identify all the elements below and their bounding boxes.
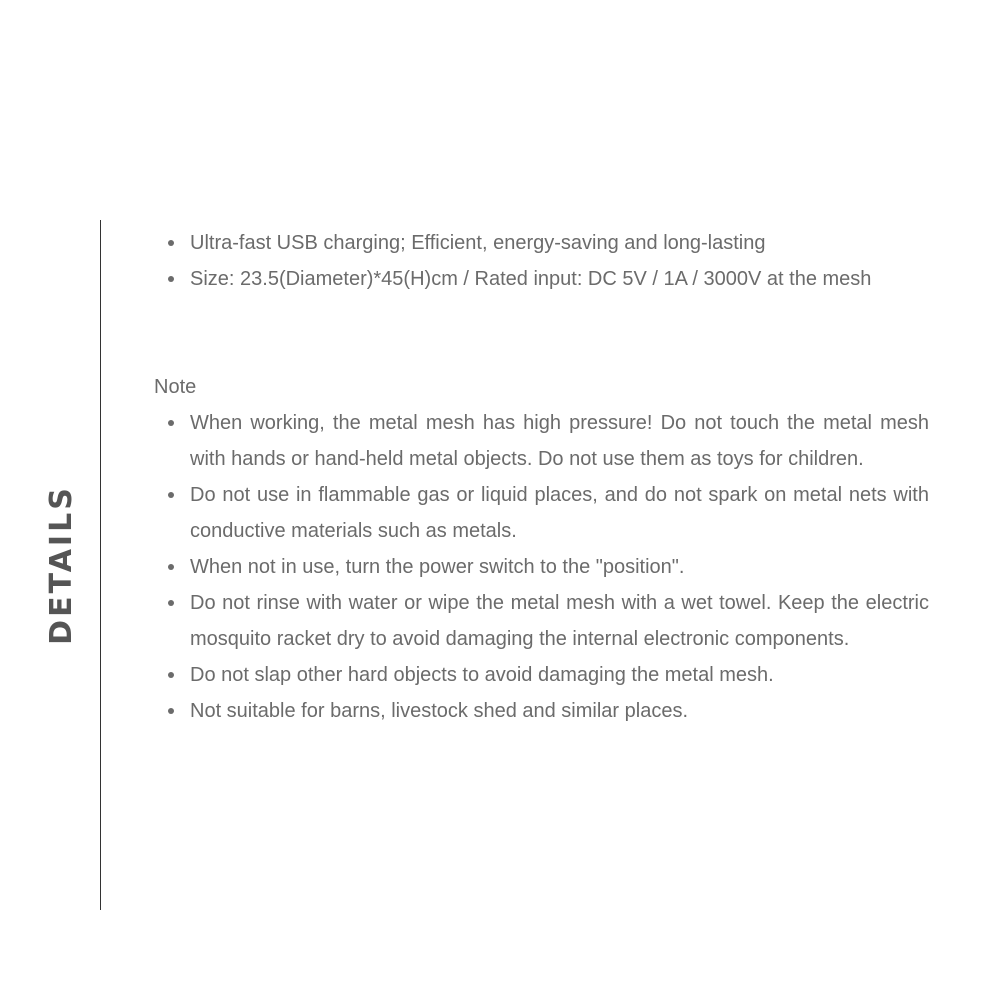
note-item: Do not slap other hard objects to avoid damaging the metal mesh. [154,657,929,693]
feature-list [154,225,929,297]
details-content [154,225,929,729]
note-item: When not in use, turn the power switch to the "position". [154,549,929,585]
feature-item: Size: 23.5(Diameter)*45(H)cm / Rated input: DC 5V / 1A / 3000V at the mesh [154,261,929,297]
note-heading: Note [154,376,197,398]
section-spacer [154,297,929,369]
note-item: Do not use in flammable gas or liquid places, and do not spark on metal nets with conductive materials such as metals. [154,477,929,549]
note-item: Do not rinse with water or wipe the metal mesh with a wet towel. Keep the electric mosquito racket dry to avoid damaging the internal electronic components. [154,585,929,657]
note-item: Not suitable for barns, livestock shed and similar places. [154,693,929,729]
vertical-divider [100,220,101,910]
note-item: When working, the metal mesh has high pressure! Do not touch the metal mesh with hands or hand-held metal objects. Do not use them as toys for children. [154,405,929,477]
details-side-label: DETAILS [44,485,79,645]
note-list [154,405,929,729]
feature-item: Ultra-fast USB charging; Efficient, energy-saving and long-lasting [154,225,929,261]
